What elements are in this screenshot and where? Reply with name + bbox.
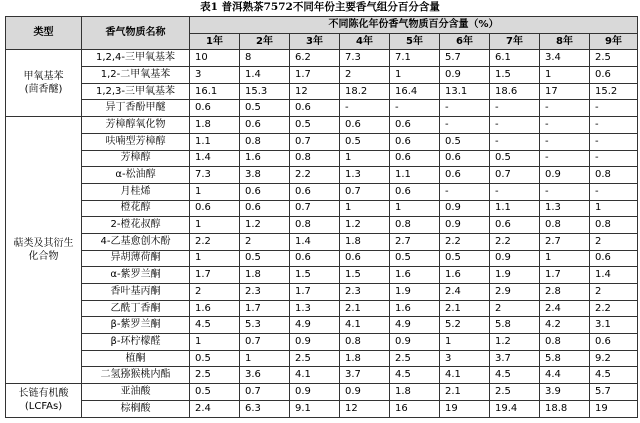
compound-name: 芳樟醇 [82, 150, 190, 167]
value-cell: 0.7 [290, 133, 340, 150]
value-cell: 2.5 [390, 350, 440, 367]
compound-header: 香气物质名称 [82, 17, 190, 50]
value-cell: 0.6 [240, 117, 290, 134]
value-cell: 3.7 [340, 367, 390, 384]
value-cell: 2.5 [290, 350, 340, 367]
value-cell: 1.1 [190, 133, 240, 150]
value-cell: 1.9 [490, 267, 540, 284]
category-sublabel: 化合物 [28, 251, 59, 263]
compound-name: β-环柠檬醛 [82, 334, 190, 351]
year-header: 6年 [440, 33, 490, 50]
value-cell: 0.5 [440, 250, 490, 267]
compound-name: 月桂烯 [82, 183, 190, 200]
table-row [6, 233, 638, 250]
value-cell: 1.7 [290, 67, 340, 84]
value-cell: 5.8 [540, 350, 590, 367]
value-cell: 0.5 [340, 133, 390, 150]
table-row [6, 150, 638, 167]
category-lcfa [6, 384, 82, 417]
compound-name: α-松油醇 [82, 167, 190, 184]
value-cell: 3 [440, 350, 490, 367]
value-cell: 0.6 [390, 150, 440, 167]
table-row [6, 200, 638, 217]
value-cell: 4.4 [540, 367, 590, 384]
value-cell: - [540, 133, 590, 150]
category-sublabel: (LCFAs) [24, 401, 63, 413]
value-cell: 2 [240, 233, 290, 250]
value-cell: - [340, 100, 390, 117]
value-cell: 1.6 [190, 300, 240, 317]
year-header: 7年 [490, 33, 540, 50]
category-label: 萜类及其衍生 [13, 238, 74, 250]
value-cell: 0.8 [540, 334, 590, 351]
value-cell: 4.5 [490, 367, 540, 384]
value-cell: 19 [590, 400, 638, 417]
value-cell: 1 [390, 200, 440, 217]
compound-name: β-紫罗兰酮 [82, 317, 190, 334]
category-label: 甲氧基苯 [23, 71, 64, 83]
value-cell: - [440, 100, 490, 117]
category-terpenes [6, 117, 82, 384]
table-row [6, 133, 638, 150]
value-cell: 0.6 [590, 67, 638, 84]
value-cell: 0.6 [290, 250, 340, 267]
value-cell: 0.7 [490, 167, 540, 184]
value-cell: 4.2 [540, 317, 590, 334]
value-cell: 6.3 [240, 400, 290, 417]
value-cell: 10 [190, 50, 240, 67]
value-cell: 1.3 [290, 300, 340, 317]
value-cell: 0.6 [290, 100, 340, 117]
table-row [6, 250, 638, 267]
table-row [6, 317, 638, 334]
value-cell: 17 [540, 83, 590, 100]
value-cell: 7.3 [190, 167, 240, 184]
value-cell: 1.3 [540, 200, 590, 217]
value-cell: 0.7 [340, 183, 390, 200]
value-cell: - [590, 100, 638, 117]
value-cell: 3.4 [540, 50, 590, 67]
value-cell: 0.5 [490, 150, 540, 167]
value-cell: 2.2 [190, 233, 240, 250]
value-cell: 1.5 [490, 67, 540, 84]
value-cell: 1.4 [190, 150, 240, 167]
value-cell: 1 [390, 67, 440, 84]
value-cell: 1.7 [540, 267, 590, 284]
value-cell: 19.4 [490, 400, 540, 417]
value-cell: 16 [390, 400, 440, 417]
table-row [6, 117, 638, 134]
value-cell: 1 [240, 350, 290, 367]
value-cell: 2 [190, 284, 240, 301]
value-cell: 1.2 [240, 217, 290, 234]
value-cell: 0.6 [440, 167, 490, 184]
value-cell: 0.6 [290, 183, 340, 200]
value-cell: 18.8 [540, 400, 590, 417]
aroma-table [5, 16, 638, 418]
value-cell: 6.1 [490, 50, 540, 67]
table-row [6, 400, 638, 417]
value-cell: 0.9 [340, 384, 390, 401]
value-cell: 1.4 [590, 267, 638, 284]
year-header: 5年 [390, 33, 440, 50]
value-cell: 1.4 [240, 67, 290, 84]
value-cell: 0.6 [240, 183, 290, 200]
value-cell: 3.7 [490, 350, 540, 367]
value-cell: 2.7 [540, 233, 590, 250]
value-cell: 12 [340, 400, 390, 417]
year-header: 1年 [190, 33, 240, 50]
compound-name: 1,2,3-三甲氧基苯 [82, 83, 190, 100]
value-cell: 1.2 [340, 217, 390, 234]
value-cell: 1 [190, 217, 240, 234]
value-cell: 2.5 [590, 50, 638, 67]
value-cell: 15.3 [240, 83, 290, 100]
year-header: 3年 [290, 33, 340, 50]
value-cell: 1 [540, 250, 590, 267]
value-cell: 3.9 [540, 384, 590, 401]
value-cell: 15.2 [590, 83, 638, 100]
value-cell: 0.6 [340, 117, 390, 134]
value-cell: 0.8 [290, 217, 340, 234]
value-cell: 0.8 [340, 334, 390, 351]
value-cell: 0.7 [240, 384, 290, 401]
value-cell: 8 [240, 50, 290, 67]
value-cell: - [440, 183, 490, 200]
value-cell: - [540, 100, 590, 117]
value-cell: 2.3 [340, 284, 390, 301]
compound-name: 呋喃型芳樟醇 [82, 133, 190, 150]
compound-name: 亚油酸 [82, 384, 190, 401]
value-cell: 1.6 [390, 267, 440, 284]
value-cell: 1.8 [390, 384, 440, 401]
value-cell: - [540, 150, 590, 167]
value-cell: 1.5 [340, 267, 390, 284]
compound-name: 乙酰丁香酮 [82, 300, 190, 317]
value-cell: 0.8 [590, 167, 638, 184]
value-cell: 1.1 [490, 200, 540, 217]
value-cell: 1.1 [390, 167, 440, 184]
value-cell: 16.4 [390, 83, 440, 100]
value-cell: 6.2 [290, 50, 340, 67]
value-cell: 0.5 [440, 133, 490, 150]
table-row [6, 183, 638, 200]
value-cell: 0.6 [390, 117, 440, 134]
value-cell: 0.6 [390, 133, 440, 150]
compound-name: α-紫罗兰酮 [82, 267, 190, 284]
value-cell: 1.7 [240, 300, 290, 317]
value-cell: 0.9 [290, 334, 340, 351]
year-header: 8年 [540, 33, 590, 50]
value-cell: 1.8 [240, 267, 290, 284]
value-cell: 3.6 [240, 367, 290, 384]
value-cell: 0.8 [290, 150, 340, 167]
table-row [6, 367, 638, 384]
value-cell: 2.5 [490, 384, 540, 401]
value-cell: 1 [340, 200, 390, 217]
value-cell: 2.2 [590, 300, 638, 317]
value-cell: 1 [190, 250, 240, 267]
table-row [6, 267, 638, 284]
value-cell: - [590, 117, 638, 134]
value-cell: 4.1 [440, 367, 490, 384]
value-cell: 0.6 [590, 250, 638, 267]
value-cell: 2 [590, 284, 638, 301]
value-cell: 18.2 [340, 83, 390, 100]
value-cell: 5.7 [590, 384, 638, 401]
value-cell: 3.1 [590, 317, 638, 334]
table-row [6, 167, 638, 184]
value-cell: 2.4 [190, 400, 240, 417]
value-cell: 0.6 [490, 217, 540, 234]
value-cell: 1 [190, 183, 240, 200]
value-cell: 1.8 [190, 117, 240, 134]
value-cell: 0.7 [240, 334, 290, 351]
value-cell: - [490, 183, 540, 200]
value-cell: 2.5 [190, 367, 240, 384]
year-header: 4年 [340, 33, 390, 50]
value-cell: 2.2 [290, 167, 340, 184]
value-cell: 2.3 [240, 284, 290, 301]
value-cell: 4.1 [290, 367, 340, 384]
compound-name: 棕榈酸 [82, 400, 190, 417]
value-cell: 5.2 [440, 317, 490, 334]
compound-name: 1,2,4-三甲氧基苯 [82, 50, 190, 67]
value-cell: 0.9 [440, 67, 490, 84]
value-cell: - [590, 183, 638, 200]
group-header: 不同陈化年份香气物质百分含量（%） [190, 17, 638, 34]
table-row [6, 50, 638, 67]
value-cell: 1.6 [390, 300, 440, 317]
value-cell: 1.3 [340, 167, 390, 184]
value-cell: 1.9 [390, 284, 440, 301]
value-cell: 4.1 [340, 317, 390, 334]
value-cell: 9.2 [590, 350, 638, 367]
table-row [6, 350, 638, 367]
year-header: 9年 [590, 33, 638, 50]
value-cell: 0.6 [340, 250, 390, 267]
category-sublabel: (茴香醚) [24, 84, 63, 96]
value-cell: 1 [540, 67, 590, 84]
value-cell: 0.6 [190, 100, 240, 117]
value-cell: 12 [290, 83, 340, 100]
compound-name: 异胡薄荷酮 [82, 250, 190, 267]
value-cell: 2 [490, 300, 540, 317]
compound-name: 香叶基丙酮 [82, 284, 190, 301]
value-cell: 19 [440, 400, 490, 417]
value-cell: - [490, 100, 540, 117]
compound-name: 橙花醇 [82, 200, 190, 217]
year-header: 2年 [240, 33, 290, 50]
value-cell: 5.7 [440, 50, 490, 67]
value-cell: 7.1 [390, 50, 440, 67]
category-label: 长链有机酸 [18, 388, 69, 400]
value-cell: 1 [190, 334, 240, 351]
value-cell: 4.5 [590, 367, 638, 384]
compound-name: 2-橙花叔醇 [82, 217, 190, 234]
value-cell: 0.9 [440, 200, 490, 217]
category-header: 类型 [6, 17, 82, 50]
value-cell: - [390, 100, 440, 117]
value-cell: 1.4 [290, 233, 340, 250]
compound-name: 芳樟醇氧化物 [82, 117, 190, 134]
value-cell: 1.8 [340, 350, 390, 367]
value-cell: 18.6 [490, 83, 540, 100]
value-cell: 3 [190, 67, 240, 84]
value-cell: 1.7 [290, 284, 340, 301]
value-cell: 0.9 [390, 334, 440, 351]
value-cell: 0.9 [540, 167, 590, 184]
compound-name: 1,2-二甲氧基苯 [82, 67, 190, 84]
value-cell: - [490, 117, 540, 134]
value-cell: 1.5 [290, 267, 340, 284]
value-cell: 2 [590, 233, 638, 250]
value-cell: - [590, 133, 638, 150]
value-cell: - [540, 183, 590, 200]
value-cell: 16.1 [190, 83, 240, 100]
value-cell: - [590, 150, 638, 167]
value-cell: 0.9 [490, 250, 540, 267]
value-cell: 7.3 [340, 50, 390, 67]
value-cell: 0.8 [540, 217, 590, 234]
compound-name: 4-乙基愈创木酚 [82, 233, 190, 250]
value-cell: 2.4 [540, 300, 590, 317]
value-cell: 0.8 [240, 133, 290, 150]
category-methoxybenzene [6, 50, 82, 117]
value-cell: 1.6 [240, 150, 290, 167]
compound-name: 二氢猕猴桃内酯 [82, 367, 190, 384]
table-row [6, 217, 638, 234]
value-cell: 2.1 [440, 300, 490, 317]
value-cell: 0.6 [390, 183, 440, 200]
value-cell: 1.2 [490, 334, 540, 351]
value-cell: - [440, 117, 490, 134]
value-cell: 1 [440, 334, 490, 351]
value-cell: 0.9 [440, 217, 490, 234]
value-cell: 0.5 [390, 250, 440, 267]
table-row [6, 300, 638, 317]
value-cell: 1 [590, 200, 638, 217]
value-cell: 2.2 [440, 233, 490, 250]
value-cell: 4.9 [390, 317, 440, 334]
table-row [6, 334, 638, 351]
table-row [6, 67, 638, 84]
value-cell: 0.8 [390, 217, 440, 234]
value-cell: 2 [340, 67, 390, 84]
compound-name: 植酮 [82, 350, 190, 367]
value-cell: 1.6 [440, 267, 490, 284]
value-cell: 2.7 [390, 233, 440, 250]
value-cell: - [540, 117, 590, 134]
value-cell: 2.9 [490, 284, 540, 301]
value-cell: 0.6 [240, 200, 290, 217]
table-row [6, 100, 638, 117]
value-cell: 1.7 [190, 267, 240, 284]
value-cell: 13.1 [440, 83, 490, 100]
value-cell: 4.5 [190, 317, 240, 334]
value-cell: 0.6 [440, 150, 490, 167]
value-cell: 4.9 [290, 317, 340, 334]
value-cell: 0.8 [590, 217, 638, 234]
value-cell: 4.5 [390, 367, 440, 384]
value-cell: 3.8 [240, 167, 290, 184]
value-cell: 0.7 [290, 200, 340, 217]
value-cell: 0.5 [240, 250, 290, 267]
value-cell: 9.1 [290, 400, 340, 417]
value-cell: 0.6 [190, 200, 240, 217]
value-cell: 5.8 [490, 317, 540, 334]
value-cell: 2.1 [440, 384, 490, 401]
table-row [6, 83, 638, 100]
value-cell: 2.4 [440, 284, 490, 301]
value-cell: 0.5 [190, 350, 240, 367]
value-cell: 0.5 [190, 384, 240, 401]
value-cell: 1 [340, 150, 390, 167]
value-cell: 0.5 [240, 100, 290, 117]
value-cell: 0.6 [590, 334, 638, 351]
value-cell: 0.5 [290, 117, 340, 134]
value-cell: 2.2 [490, 233, 540, 250]
value-cell: 0.9 [290, 384, 340, 401]
value-cell: 1.8 [340, 233, 390, 250]
table-row [6, 384, 638, 401]
table-caption: 表1 普洱熟茶7572不同年份主要香气组分百分含量 [200, 1, 440, 13]
value-cell: - [490, 133, 540, 150]
value-cell: 5.3 [240, 317, 290, 334]
table-row [6, 284, 638, 301]
compound-name: 异丁香酚甲醚 [82, 100, 190, 117]
value-cell: 2.1 [340, 300, 390, 317]
value-cell: 2.8 [540, 284, 590, 301]
